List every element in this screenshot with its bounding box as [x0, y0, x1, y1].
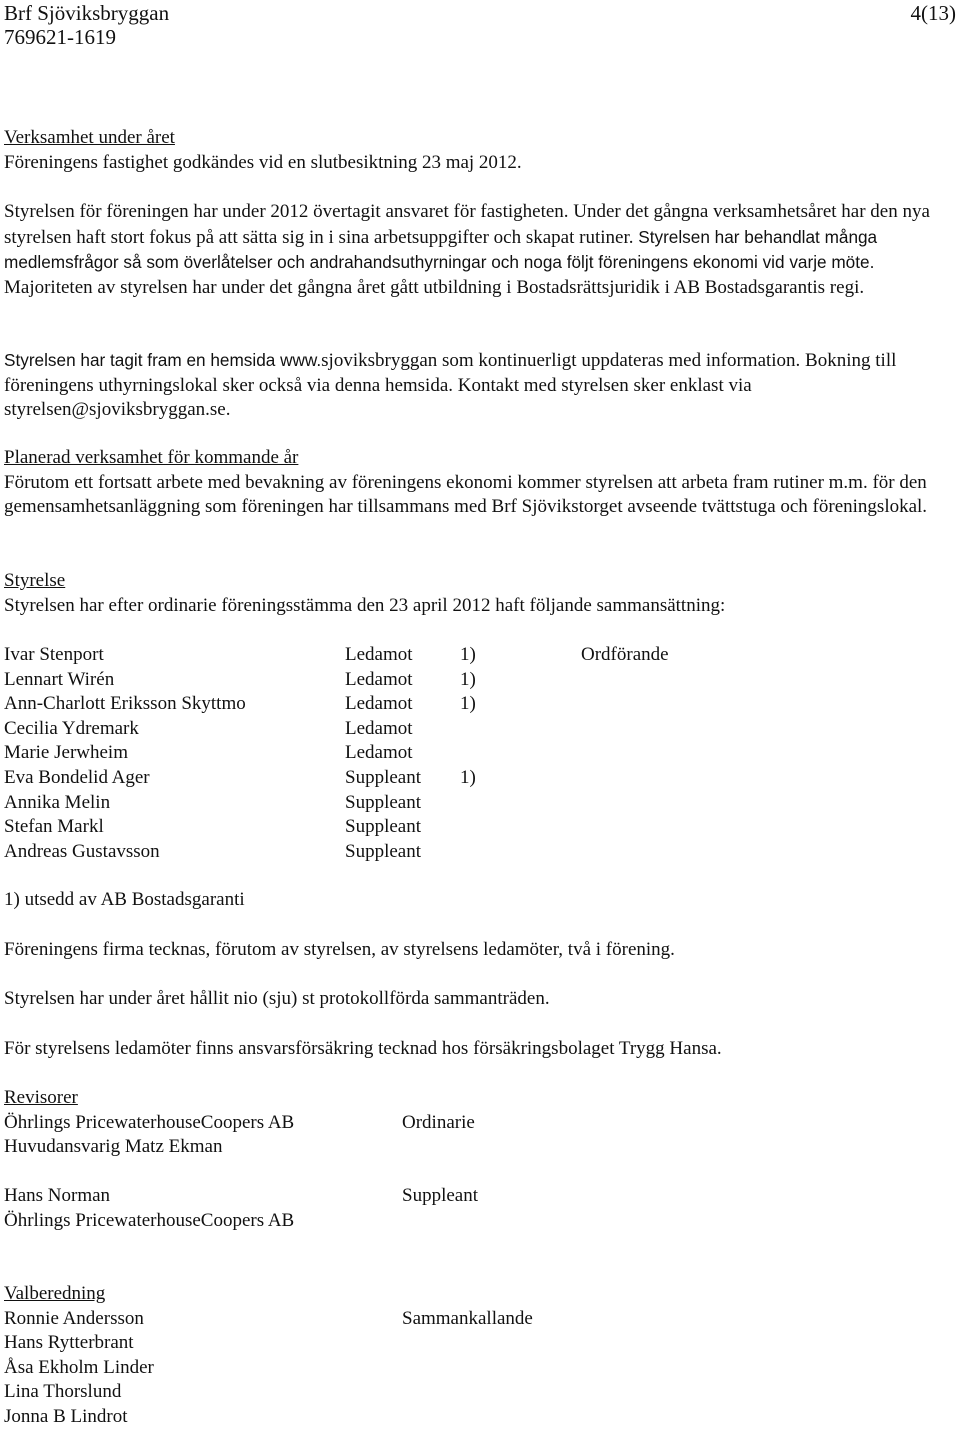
revisor-spacer [4, 1160, 954, 1185]
page-indicator: 4(13) [910, 1, 956, 25]
planerad-text: Förutom ett fortsatt arbete med bevakning av föreningens ekonomi kommer styrelsen att arbeta fram rutiner m.m. för den gemensamhetsanläggning som föreningen har tillsammans med Brf Sjövikstorget avseende tvättstuga och föreningslokal. [4, 471, 928, 518]
verksamhet-para3-a: Styrelsen har tagit fram en hemsida www. [4, 350, 322, 370]
heading-revisorer: Revisorer [4, 1087, 78, 1108]
revisor-name: Hans Norman [4, 1185, 111, 1207]
valberedning-row [4, 1331, 954, 1356]
board-member-row [4, 741, 954, 766]
revisor-name: Huvudansvarig Matz Ekman [4, 1136, 223, 1158]
member-name: Annika Melin [4, 791, 111, 813]
valberedning-role: Sammankallande [402, 1307, 533, 1329]
valberedning-row [4, 1380, 954, 1405]
styrelse-firma: Föreningens firma tecknas, förutom av styrelsen, av styrelsens ledamöter, två i förening. [4, 939, 675, 960]
styrelse-intro: Styrelsen har efter ordinarie föreningsstämma den 23 april 2012 haft följande sammansättning: [4, 594, 726, 616]
member-role: Ledamot [345, 742, 413, 764]
verksamhet-para2-serif: Styrelsen för föreningen har under 2012 övertagit ansvaret för fastigheten. Under det gångna verksamhetsåret har den nya styrelsen haft stort fokus på att sätta sig in i sina arbetsuppgifter och skapat rutiner. [4, 201, 930, 248]
member-role: Suppleant [345, 791, 421, 813]
member-name: Ann-Charlott Eriksson Skyttmo [4, 693, 246, 715]
verksamhet-para2-sans-a: Styrelsen har behandlat många medlemsfrågor så som överlåtelser och andrahandsuthyrningar och noga följt föreningens ekonomi vid varje möte. [4, 226, 878, 273]
valberedning-row [4, 1356, 954, 1381]
heading-verksamhet: Verksamhet under året [4, 127, 175, 148]
org-name: Brf Sjöviksbryggan [4, 1, 170, 25]
section-verksamhet [4, 126, 954, 175]
member-role: Ledamot [345, 644, 413, 665]
revisor-row [4, 1111, 954, 1136]
board-member-row [4, 717, 954, 742]
revisor-role: Suppleant [402, 1185, 478, 1207]
revisor-row [4, 1184, 954, 1209]
styrelse-insurance: För styrelsens ledamöter finns ansvarsförsäkring tecknad hos försäkringsbolaget Trygg Hansa. [4, 1038, 722, 1059]
section-revisorer [4, 1086, 954, 1234]
member-role: Suppleant [345, 816, 421, 838]
valberedning-name: Åsa Ekholm Linder [4, 1356, 154, 1378]
revisor-role: Ordinarie [402, 1111, 475, 1133]
heading-planerad: Planerad verksamhet för kommande år [4, 447, 299, 468]
member-note: 1) [460, 766, 476, 788]
section-planerad [4, 446, 954, 520]
styrelse-meetings: Styrelsen har under året hållit nio (sju) st protokollförda sammanträden. [4, 988, 550, 1009]
verksamhet-para2-sans-b: Majoriteten av styrelsen har under det gångna året gått utbildning i Bostadsrättsjuridik i AB Bostadsgarantis regi. [4, 276, 865, 298]
member-role: Suppleant [345, 840, 421, 862]
section-verksamhet-para2 [4, 200, 954, 300]
verksamhet-line1: Föreningens fastighet godkändes vid en slutbesiktning 23 maj 2012. [4, 151, 522, 173]
board-members-table [4, 643, 954, 864]
member-note: 1) [460, 668, 476, 690]
section-styrelse [4, 569, 954, 618]
member-name: Cecilia Ydremark [4, 717, 139, 739]
verksamhet-para2 [4, 200, 954, 300]
valberedning-row [4, 1307, 954, 1332]
valberedning-name: Lina Thorslund [4, 1381, 122, 1403]
verksamhet-para3-b: sjoviksbryggan som kontinuerligt uppdateras med information. Bokning till föreningens uthyrningslokal sker också via denna hemsida. [4, 350, 897, 396]
board-member-row [4, 643, 954, 668]
heading-valberedning: Valberedning [4, 1283, 106, 1304]
valberedning-row [4, 1405, 954, 1430]
member-role: Suppleant [345, 766, 421, 788]
board-member-row [4, 668, 954, 693]
revisor-name: Öhrlings PricewaterhouseCoopers AB [4, 1209, 295, 1231]
board-member-row [4, 692, 954, 717]
member-role: Ledamot [345, 717, 413, 739]
verksamhet-para3-c: Kontakt med styrelsen sker enklast via styrelsen@sjoviksbryggan.se. [4, 374, 752, 421]
valberedning-name: Hans Rytterbrant [4, 1332, 134, 1354]
member-name: Lennart Wirén [4, 668, 115, 690]
section-verksamhet-para3 [4, 348, 954, 423]
section-valberedning [4, 1282, 954, 1430]
heading-styrelse: Styrelse [4, 570, 66, 591]
board-member-row [4, 766, 954, 791]
verksamhet-para3 [4, 348, 954, 423]
valberedning-name: Ronnie Andersson [4, 1307, 144, 1329]
valberedning-name: Jonna B Lindrot [4, 1405, 128, 1427]
member-note: 1) [460, 693, 476, 715]
board-member-row [4, 791, 954, 816]
styrelse-footnote: 1) utsedd av AB Bostadsgaranti [4, 889, 245, 910]
board-member-row [4, 815, 954, 840]
member-note: 1) [460, 644, 476, 665]
member-name: Andreas Gustavsson [4, 840, 160, 862]
org-number: 769621-1619 [4, 25, 116, 49]
member-role: Ledamot [345, 668, 413, 690]
member-name: Stefan Markl [4, 816, 104, 838]
member-name: Ivar Stenport [4, 644, 104, 665]
board-member-row [4, 840, 954, 865]
member-name: Marie Jerwheim [4, 742, 128, 764]
member-role: Ledamot [345, 693, 413, 715]
revisor-name: Öhrlings PricewaterhouseCoopers AB [4, 1111, 295, 1133]
member-name: Eva Bondelid Ager [4, 766, 150, 788]
revisor-row [4, 1209, 954, 1234]
member-title: Ordförande [581, 644, 669, 665]
revisor-row [4, 1135, 954, 1160]
